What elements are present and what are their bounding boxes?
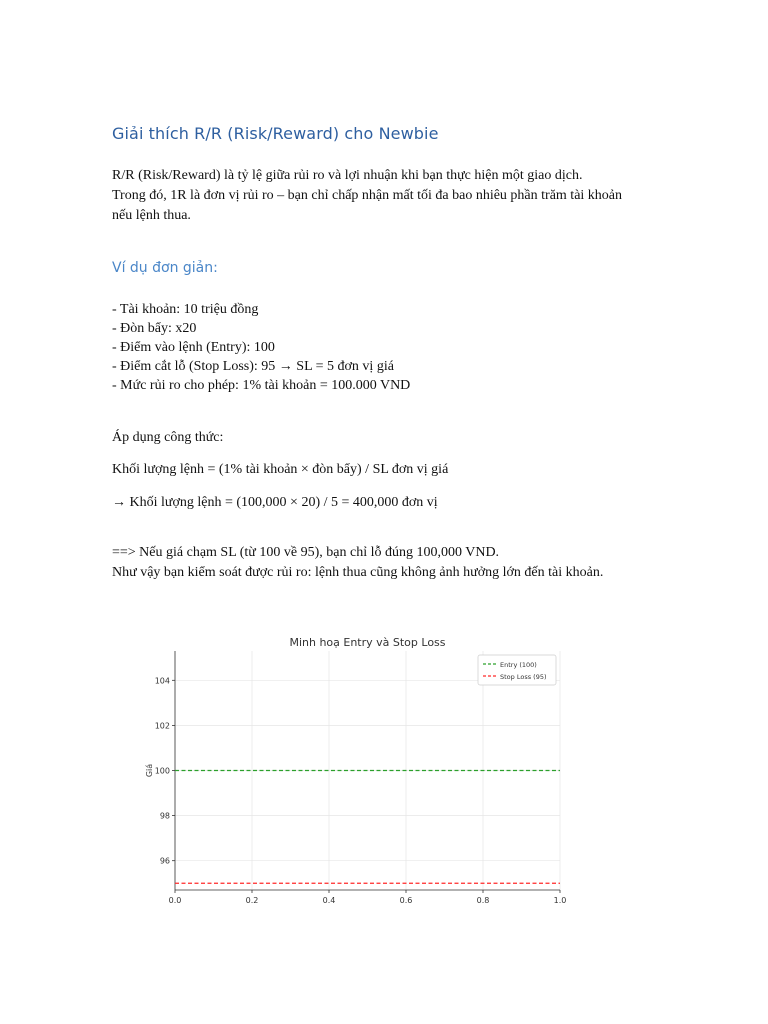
y-axis-label: Giá: [145, 763, 154, 778]
conclusion-line-1: ==> Nếu giá chạm SL (từ 100 về 95), bạn chỉ lỗ đúng 100,000 VND.: [112, 545, 500, 560]
y-tick-label: 100: [154, 766, 170, 776]
formula-result: → Khối lượng lệnh = (100,000 × 20) / 5 = 400,000 đơn vị: [112, 495, 438, 510]
x-tick-label: 0.4: [322, 896, 336, 905]
intro-line-1: R/R (Risk/Reward) là tỷ lệ giữa rủi ro và lợi nhuận khi bạn thực hiện một giao dịch.: [112, 168, 583, 183]
list-item: - Mức rủi ro cho phép: 1% tài khoản = 100.000 VND: [112, 378, 411, 393]
list-item: - Tài khoản: 10 triệu đồng: [112, 302, 259, 317]
entry-stoploss-chart: [120, 628, 580, 918]
list-item: - Đòn bẩy: x20: [112, 321, 197, 336]
x-tick-label: 0.8: [476, 896, 490, 905]
y-tick-label: 104: [154, 676, 170, 686]
y-tick-label: 96: [159, 856, 170, 866]
x-tick-label: 0.2: [245, 896, 259, 905]
list-item: - Điểm cắt lỗ (Stop Loss): 95 → SL = 5 đơn vị giá: [112, 359, 394, 374]
example-heading: Ví dụ đơn giản:: [112, 260, 218, 276]
x-tick-label: 0.6: [399, 896, 413, 905]
chart-title: Minh hoạ Entry và Stop Loss: [289, 636, 446, 649]
intro-line-2: Trong đó, 1R là đơn vị rủi ro – bạn chỉ chấp nhận mất tối đa bao nhiêu phần trăm tài khoản: [112, 188, 623, 203]
y-tick-label: 102: [154, 721, 170, 731]
page-title: Giải thích R/R (Risk/Reward) cho Newbie: [112, 124, 439, 143]
intro-line-3: nếu lệnh thua.: [112, 208, 191, 223]
list-item: - Điểm vào lệnh (Entry): 100: [112, 340, 275, 355]
x-tick-label: 0.0: [168, 896, 182, 905]
apply-label: Áp dụng công thức:: [112, 430, 224, 445]
example-list: [112, 300, 410, 395]
legend-label: Stop Loss (95): [500, 673, 547, 681]
y-tick-label: 98: [159, 811, 170, 821]
conclusion-line-2: Như vậy bạn kiểm soát được rủi ro: lệnh thua cũng không ảnh hưởng lớn đến tài khoản.: [112, 565, 604, 580]
chart-canvas: [120, 628, 580, 918]
legend-label: Entry (100): [500, 661, 537, 669]
x-tick-label: 1.0: [553, 896, 567, 905]
formula: Khối lượng lệnh = (1% tài khoản × đòn bẩy) / SL đơn vị giá: [112, 462, 449, 477]
